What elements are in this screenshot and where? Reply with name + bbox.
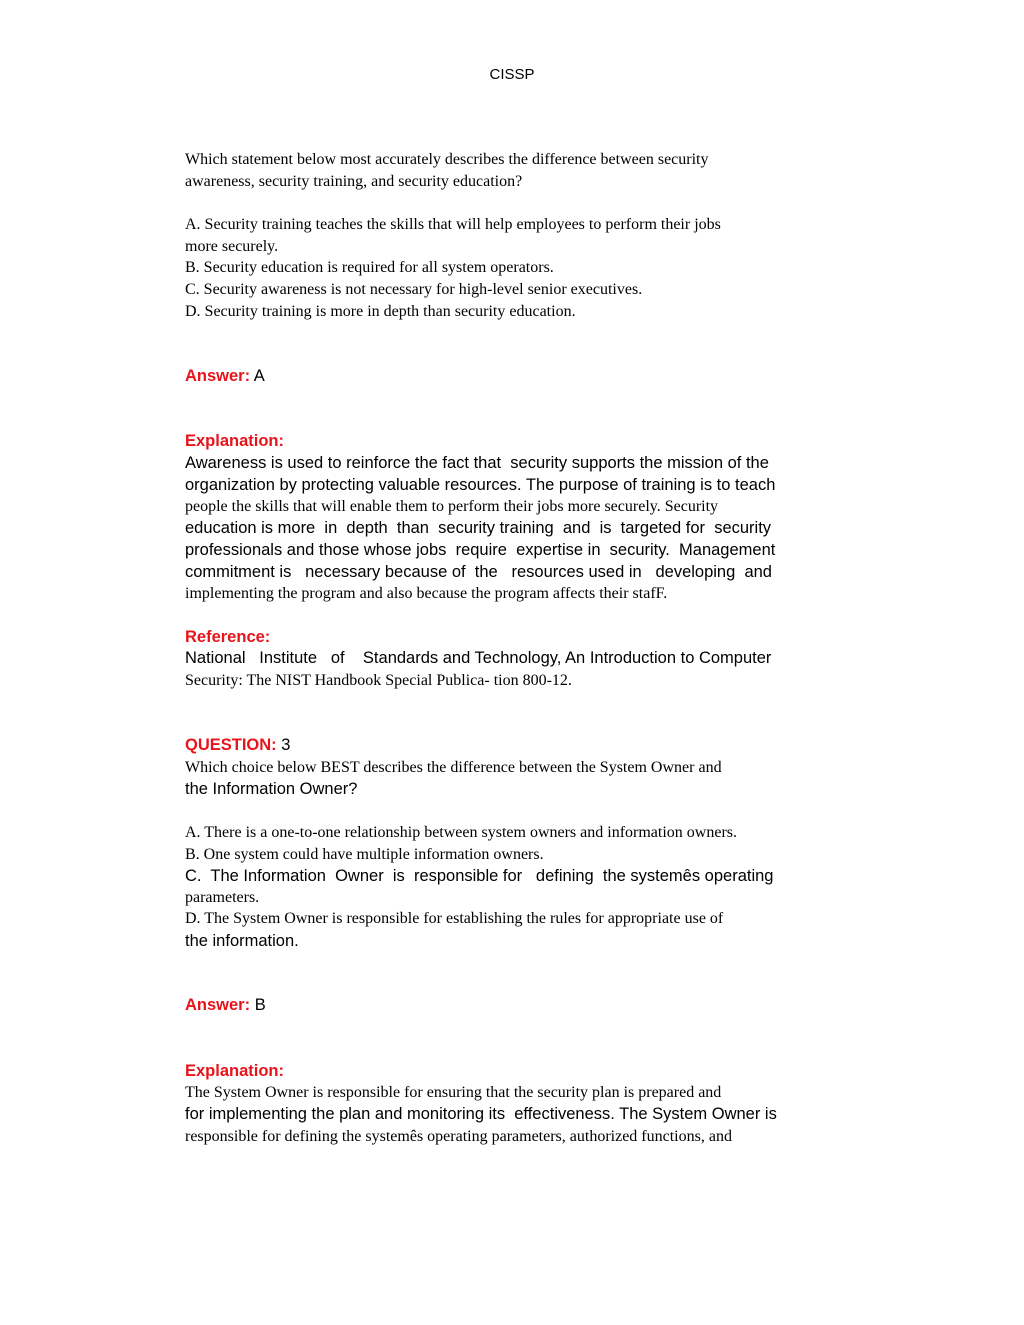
q2-explanation-line-5: professionals and those whose jobs require expertise in security. Management: [185, 541, 776, 559]
q3-answer: [185, 997, 266, 1014]
q2-explanation-line-7: implementing the program and also because the program affects their stafF.: [185, 585, 668, 602]
q2-explanation-line-1: Awareness is used to reinforce the fact that security supports the mission of the: [185, 454, 769, 472]
q2-option-a: A. Security training teaches the skills that will help employees to perform their jobs: [185, 216, 721, 233]
q2-option-a-cont: more securely.: [185, 238, 279, 255]
q3-option-c-cont: parameters.: [185, 889, 260, 906]
q2-reference-line-2: Security: The NIST Handbook Special Publica- tion 800-12.: [185, 672, 572, 689]
q2-option-b: B. Security education is required for all system operators.: [185, 259, 554, 276]
q3-answer-value: B: [250, 996, 266, 1014]
q3-option-d-cont: the information.: [185, 932, 299, 950]
q3-explanation-line-1: The System Owner is responsible for ensuring that the security plan is prepared and: [185, 1084, 722, 1101]
q3-question-number: 3: [276, 736, 291, 754]
q2-answer-value: A: [250, 367, 265, 385]
q3-option-c: C. The Information Owner is responsible for defining the systemês operating: [185, 867, 774, 885]
q2-explanation-line-6: commitment is necessary because of the resources used in developing and: [185, 563, 772, 581]
q2-question-line-2: awareness, security training, and security education?: [185, 173, 523, 190]
q2-explanation-label: Explanation:: [185, 432, 285, 450]
q3-explanation-line-3: responsible for defining the systemês operating parameters, authorized functions, and: [185, 1128, 732, 1145]
q3-option-a: A. There is a one-to-one relationship between system owners and information owners.: [185, 824, 737, 841]
q3-question-line-2: the Information Owner?: [185, 780, 358, 798]
q2-reference-line-1: National Institute of Standards and Technology, An Introduction to Computer: [185, 649, 772, 667]
q2-reference-label: Reference:: [185, 628, 271, 646]
q3-question-label: QUESTION:: [185, 736, 277, 754]
q3-answer-label: Answer:: [185, 996, 251, 1014]
q3-option-d: D. The System Owner is responsible for establishing the rules for appropriate use of: [185, 910, 724, 927]
q2-explanation-line-4: education is more in depth than security training and is targeted for security: [185, 519, 772, 537]
q2-option-d: D. Security training is more in depth than security education.: [185, 303, 576, 320]
q3-question-line-1: Which choice below BEST describes the difference between the System Owner and: [185, 759, 722, 776]
q2-explanation-line-3: people the skills that will enable them to perform their jobs more securely. Security: [185, 498, 719, 515]
q3-option-b: B. One system could have multiple information owners.: [185, 846, 544, 863]
q2-explanation-line-2: organization by protecting valuable resources. The purpose of training is to teach: [185, 476, 776, 494]
q2-answer-label: Answer:: [185, 367, 251, 385]
q3-explanation-label: Explanation:: [185, 1062, 285, 1080]
q3-heading: [185, 737, 290, 754]
page-header: CISSP: [489, 66, 535, 83]
q2-answer: [185, 368, 265, 385]
q2-option-c: C. Security awareness is not necessary for high-level senior executives.: [185, 281, 643, 298]
q2-question-line-1: Which statement below most accurately describes the difference between security: [185, 151, 709, 168]
q3-explanation-line-2: for implementing the plan and monitoring its effectiveness. The System Owner is: [185, 1105, 777, 1123]
